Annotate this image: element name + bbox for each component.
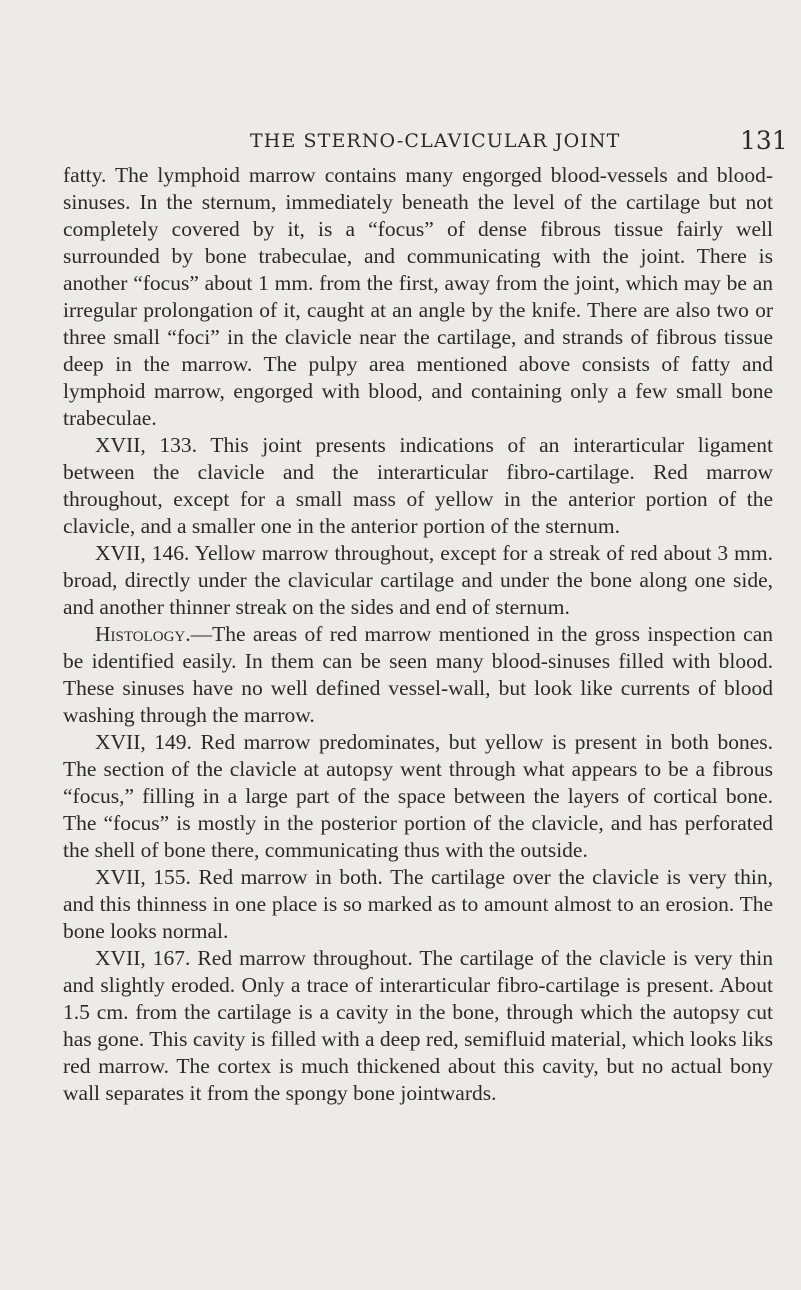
paragraph-text: fatty. The lymphoid marrow contains many engorged blood-vessels and blood-sinuses. In the sternum, immediately beneath the level of the cartilage but not completely covered by it, is a “focus” of dense fibrous tissue fairly well surrounded by bone trabeculae, and communicating with the joint. There is another “focus” about 1 mm. from the first, away from the joint, which may be an irregular prolongation of it, caught at an angle by the knife. There are also two or three small “foci” in the clavicle near the cartilage, and strands of fibrous tissue deep in the marrow. The pulpy area mentioned above consists of fatty and lymphoid marrow, engorged with blood, and containing only a few small bone trabeculae. bbox=[63, 163, 773, 430]
paragraph-case-167 bbox=[63, 945, 773, 1107]
paragraph-case-155 bbox=[63, 864, 773, 945]
body-text bbox=[63, 162, 773, 1107]
paragraph-continuation bbox=[63, 162, 773, 432]
paragraph-case-149 bbox=[63, 729, 773, 864]
paragraph-case-146 bbox=[63, 540, 773, 621]
page-header bbox=[0, 126, 801, 160]
running-title: THE STERNO-CLAVICULAR JOINT bbox=[250, 130, 621, 152]
paragraph-text: —The areas of red marrow mentioned in the gross inspection can be identified easily. In them can be seen many blood-sinuses filled with blood. These sinuses have no well defined vessel-wall, but look like currents of blood washing through the marrow. bbox=[63, 622, 773, 727]
paragraph-text: XVII, 146. Yellow marrow throughout, except for a streak of red about 3 mm. broad, directly under the clavicular cartilage and under the bone along one side, and another thinner streak on the sides and end of sternum. bbox=[63, 541, 773, 619]
paragraph-text: XVII, 167. Red marrow throughout. The cartilage of the clavicle is very thin and slightly eroded. Only a trace of interarticular fibro-cartilage is present. About 1.5 cm. from the cartilage is a cavity in the bone, through which the autopsy cut has gone. This cavity is filled with a deep red, semifluid material, which looks liks red marrow. The cortex is much thickened about this cavity, but no actual bony wall separates it from the spongy bone jointwards. bbox=[63, 946, 773, 1105]
paragraph-text: XVII, 149. Red marrow predominates, but yellow is present in both bones. The section of the clavicle at autopsy went through what appears to be a fibrous “focus,” filling in a large part of the space between the layers of cortical bone. The “focus” is mostly in the posterior portion of the clavicle, and has perforated the shell of bone there, communicating thus with the outside. bbox=[63, 730, 773, 862]
paragraph-text: XVII, 155. Red marrow in both. The cartilage over the clavicle is very thin, and this thinness in one place is so marked as to amount almost to an erosion. The bone looks normal. bbox=[63, 865, 773, 943]
page-number: 131 bbox=[740, 126, 788, 155]
histology-heading: Histology. bbox=[95, 622, 191, 646]
paragraph-text: XVII, 133. This joint presents indications of an interarticular ligament between the clavicle and the interarticular fibro-cartilage. Red marrow throughout, except for a small mass of yellow in the anterior portion of the clavicle, and a smaller one in the anterior portion of the sternum. bbox=[63, 433, 773, 538]
paragraph-case-133 bbox=[63, 432, 773, 540]
paragraph-histology bbox=[63, 621, 773, 729]
